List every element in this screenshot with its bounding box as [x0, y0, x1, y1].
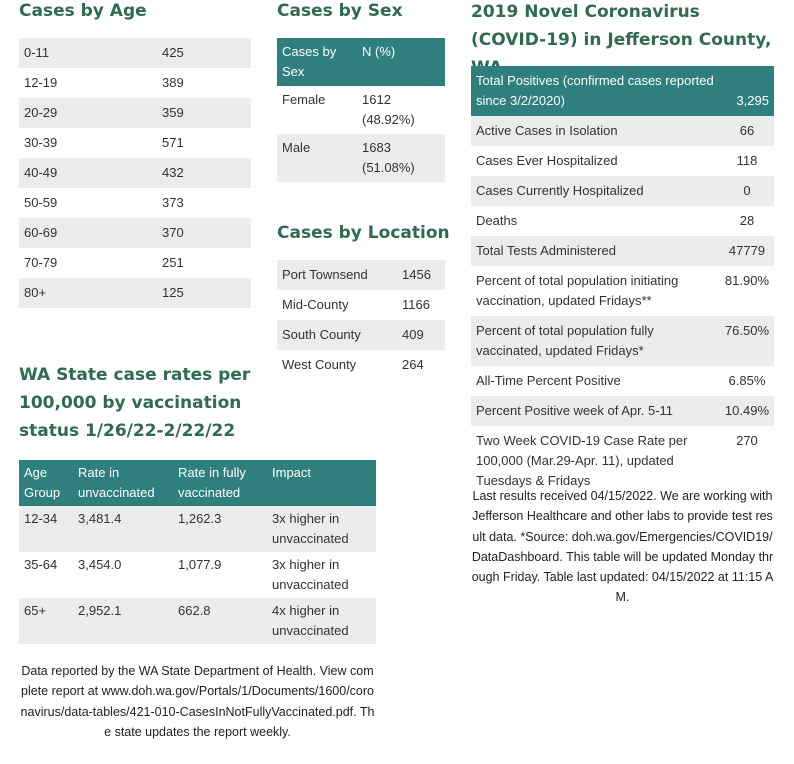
age-group: 60-69: [19, 218, 157, 248]
county-summary-title: 2019 Novel Coronavirus (COVID-19) in Jefferson County,: [471, 2, 772, 50]
sex-count: 1612 (48.92%): [357, 86, 445, 134]
age-group: 20-29: [19, 98, 157, 128]
stat-value: 28: [720, 206, 774, 236]
table-row: [471, 236, 774, 266]
table-row: [471, 176, 774, 206]
stat-value: 0: [720, 176, 774, 206]
location-count: 1456: [397, 260, 445, 290]
total-positives-label: Total Positives (confirmed cases reported since 3/2/2020): [471, 66, 720, 116]
sex-column-header: Cases by Sex: [277, 38, 357, 86]
stat-label: Percent Positive week of Apr. 5-11: [471, 396, 720, 426]
age-group-column-header: Age Group: [19, 460, 73, 506]
stat-value: 118: [720, 146, 774, 176]
total-positives-value: 3,295: [720, 66, 774, 116]
table-row: [19, 248, 251, 278]
impact-column-header: Impact: [267, 460, 376, 506]
table-row: [19, 128, 251, 158]
table-row: [471, 266, 774, 316]
stat-value: 10.49%: [720, 396, 774, 426]
case-count: 571: [157, 128, 251, 158]
age-group: 40-49: [19, 158, 157, 188]
table-row: [471, 366, 774, 396]
case-count: 359: [157, 98, 251, 128]
stat-value: 76.50%: [720, 316, 774, 366]
unvaccinated-rate: 3,454.0: [73, 552, 173, 598]
stat-label: Two Week COVID-19 Case Rate per 100,000 (Mar.29-Apr. 11), updated Tuesdays & Fridays: [471, 426, 720, 496]
table-header-row: [277, 38, 445, 86]
table-row: [19, 38, 251, 68]
unvaccinated-rate: 3,481.4: [73, 506, 173, 552]
vaccination-footnote: Data reported by the WA State Department of Health. View complete report at www.doh.wa.gov/Portals/1/Documents/1600/coronavirus/data-tables/421-010-CasesInNotFullyVaccinated.pdf. The state updates the report weekly.: [20, 664, 375, 739]
case-count: 370: [157, 218, 251, 248]
table-row: [19, 188, 251, 218]
stat-value: 6.85%: [720, 366, 774, 396]
age-group: 50-59: [19, 188, 157, 218]
table-row: [471, 146, 774, 176]
table-row: [19, 506, 376, 552]
vaccination-rates-title: WA State case rates per 100,000 by vaccination status 1/26/22-2/22/22: [19, 365, 251, 441]
table-row: [277, 320, 445, 350]
unvaccinated-rate: 2,952.1: [73, 598, 173, 644]
table-row: [19, 552, 376, 598]
location-count: 264: [397, 350, 445, 380]
summary-footnote: Last results received 04/15/2022. We are working with Jefferson Healthcare and other labs to provide test result data. *Source: doh.wa.gov/Emergencies/COVID19/DataDashboard. This table will be updated Monday through Friday. Table last updated: 04/15/2022 at 11:15 AM.: [471, 489, 774, 605]
stat-label: Percent of total population initiating vaccination, updated Fridays**: [471, 266, 720, 316]
location-name: Port Townsend: [277, 260, 397, 290]
stat-value: 270: [720, 426, 774, 496]
location-name: Mid-County: [277, 290, 397, 320]
sex-label: Male: [277, 134, 357, 182]
case-count: 432: [157, 158, 251, 188]
stat-label: Total Tests Administered: [471, 236, 720, 266]
table-row: [277, 260, 445, 290]
table-row: [277, 86, 445, 134]
stat-label: All-Time Percent Positive: [471, 366, 720, 396]
cases-by-sex-table: [277, 38, 445, 182]
location-name: West County: [277, 350, 397, 380]
table-row: [471, 316, 774, 366]
stat-label: Active Cases in Isolation: [471, 116, 720, 146]
table-row: [277, 290, 445, 320]
table-row: [19, 278, 251, 308]
cases-by-location-table: [277, 260, 445, 380]
impact: 3x higher in unvaccinated: [267, 552, 376, 598]
sex-label: Female: [277, 86, 357, 134]
impact: 4x higher in unvaccinated: [267, 598, 376, 644]
case-count: 125: [157, 278, 251, 308]
vaccinated-rate: 662.8: [173, 598, 267, 644]
table-row: [19, 98, 251, 128]
table-row: [19, 598, 376, 644]
sex-count: 1683 (51.08%): [357, 134, 445, 182]
age-group: 35-64: [19, 552, 73, 598]
table-row: [471, 206, 774, 236]
stat-label: Cases Ever Hospitalized: [471, 146, 720, 176]
table-row: [471, 116, 774, 146]
location-count: 409: [397, 320, 445, 350]
table-row: [277, 134, 445, 182]
case-count: 425: [157, 38, 251, 68]
table-row: [19, 218, 251, 248]
cases-by-location-title: Cases by Location: [277, 223, 450, 243]
age-group: 0-11: [19, 38, 157, 68]
age-group: 12-19: [19, 68, 157, 98]
table-row: [471, 396, 774, 426]
stat-label: Cases Currently Hospitalized: [471, 176, 720, 206]
table-header-row: [19, 460, 376, 506]
cases-by-age-table: [19, 38, 251, 308]
cases-by-age-title: Cases by Age: [19, 1, 147, 21]
unvaccinated-column-header: Rate in unvaccinated: [73, 460, 173, 506]
case-count: 373: [157, 188, 251, 218]
age-group: 12-34: [19, 506, 73, 552]
stat-label: Percent of total population fully vaccinated, updated Fridays*: [471, 316, 720, 366]
vaccination-rates-table: [19, 460, 376, 644]
table-row: [277, 350, 445, 380]
vaccinated-rate: 1,077.9: [173, 552, 267, 598]
age-group: 30-39: [19, 128, 157, 158]
age-group: 65+: [19, 598, 73, 644]
case-count: 389: [157, 68, 251, 98]
location-count: 1166: [397, 290, 445, 320]
table-row: [19, 158, 251, 188]
county-summary-table: [471, 66, 774, 496]
age-group: 70-79: [19, 248, 157, 278]
vaccinated-column-header: Rate in fully vaccinated: [173, 460, 267, 506]
case-count: 251: [157, 248, 251, 278]
stat-value: 81.90%: [720, 266, 774, 316]
age-group: 80+: [19, 278, 157, 308]
stat-label: Deaths: [471, 206, 720, 236]
cases-by-sex-title: Cases by Sex: [277, 1, 403, 21]
table-row: [19, 68, 251, 98]
stat-value: 66: [720, 116, 774, 146]
stat-value: 47779: [720, 236, 774, 266]
vaccinated-rate: 1,262.3: [173, 506, 267, 552]
location-name: South County: [277, 320, 397, 350]
impact: 3x higher in unvaccinated: [267, 506, 376, 552]
count-column-header: N (%): [357, 38, 445, 86]
table-header-row: [471, 66, 774, 116]
